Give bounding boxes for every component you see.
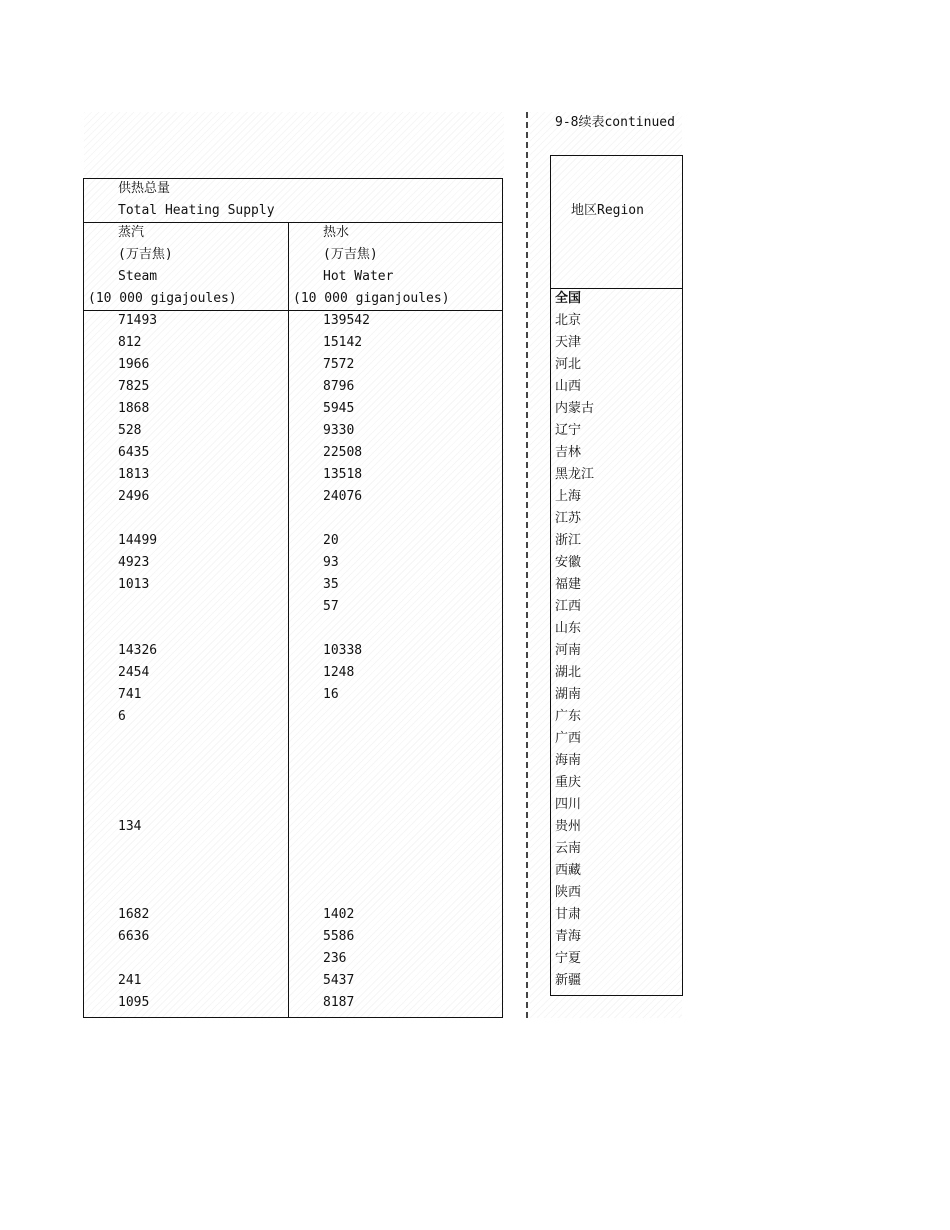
region-name: 湖南 (555, 687, 582, 702)
hot-water-value: 236 (323, 951, 347, 966)
hot-water-value: 15142 (323, 335, 363, 350)
header-divider-1 (83, 222, 503, 223)
hot-water-value: 16 (323, 687, 339, 702)
steam-value: 812 (118, 335, 142, 350)
steam-value: 6435 (118, 445, 150, 460)
region-name: 上海 (555, 489, 582, 504)
hot-water-value: 57 (323, 599, 339, 614)
header-steam-cn: 蒸汽 (118, 225, 145, 240)
region-name: 新疆 (555, 973, 582, 988)
column-divider (288, 222, 289, 1018)
region-name: 重庆 (555, 775, 582, 790)
header-steam-unit-en: (10 000 gigajoules) (88, 291, 237, 306)
region-name: 山东 (555, 621, 582, 636)
region-name: 云南 (555, 841, 582, 856)
header-total-supply-en: Total Heating Supply (118, 203, 275, 218)
continued-label: 9-8续表continued (555, 115, 675, 130)
region-name: 福建 (555, 577, 582, 592)
steam-value: 1868 (118, 401, 150, 416)
region-name: 北京 (555, 313, 582, 328)
region-name: 江苏 (555, 511, 582, 526)
header-water-cn: 热水 (323, 225, 350, 240)
hot-water-value: 93 (323, 555, 339, 570)
steam-value: 6636 (118, 929, 150, 944)
steam-value: 1966 (118, 357, 150, 372)
region-name: 浙江 (555, 533, 582, 548)
region-name: 广西 (555, 731, 582, 746)
region-name: 河北 (555, 357, 582, 372)
region-name: 湖北 (555, 665, 582, 680)
region-name: 全国 (555, 291, 582, 306)
hot-water-value: 5437 (323, 973, 355, 988)
steam-value: 241 (118, 973, 142, 988)
steam-value: 6 (118, 709, 126, 724)
steam-value: 134 (118, 819, 142, 834)
region-name: 陕西 (555, 885, 582, 900)
region-name: 山西 (555, 379, 582, 394)
hot-water-value: 35 (323, 577, 339, 592)
steam-value: 1813 (118, 467, 150, 482)
page-divider (526, 112, 528, 1018)
hot-water-value: 5945 (323, 401, 355, 416)
steam-value: 741 (118, 687, 142, 702)
header-steam-unit-cn: (万吉焦) (118, 247, 173, 262)
region-name: 辽宁 (555, 423, 582, 438)
steam-value: 2454 (118, 665, 150, 680)
hot-water-value: 10338 (323, 643, 363, 658)
hot-water-value: 13518 (323, 467, 363, 482)
steam-value: 1682 (118, 907, 150, 922)
hot-water-value: 5586 (323, 929, 355, 944)
hot-water-value: 22508 (323, 445, 363, 460)
header-water-unit-cn: (万吉焦) (323, 247, 378, 262)
hot-water-value: 20 (323, 533, 339, 548)
header-water-unit-en: (10 000 giganjoules) (293, 291, 450, 306)
steam-value: 14499 (118, 533, 158, 548)
steam-value: 2496 (118, 489, 150, 504)
hot-water-value: 139542 (323, 313, 370, 328)
steam-value: 1013 (118, 577, 150, 592)
region-name: 贵州 (555, 819, 582, 834)
hot-water-value: 7572 (323, 357, 355, 372)
header-water-en: Hot Water (323, 269, 394, 284)
region-name: 广东 (555, 709, 582, 724)
region-name: 四川 (555, 797, 582, 812)
region-name: 河南 (555, 643, 582, 658)
steam-value: 71493 (118, 313, 158, 328)
region-name: 吉林 (555, 445, 582, 460)
region-name: 内蒙古 (555, 401, 595, 416)
region-name: 海南 (555, 753, 582, 768)
hot-water-value: 1248 (323, 665, 355, 680)
hot-water-value: 8796 (323, 379, 355, 394)
region-name: 青海 (555, 929, 582, 944)
hot-water-value: 1402 (323, 907, 355, 922)
hot-water-value: 9330 (323, 423, 355, 438)
steam-value: 4923 (118, 555, 150, 570)
region-name: 黑龙江 (555, 467, 595, 482)
region-name: 安徽 (555, 555, 582, 570)
steam-value: 528 (118, 423, 142, 438)
steam-value: 1095 (118, 995, 150, 1010)
region-name: 甘肃 (555, 907, 582, 922)
region-name: 宁夏 (555, 951, 582, 966)
hot-water-value: 24076 (323, 489, 363, 504)
region-name: 西藏 (555, 863, 582, 878)
header-region: 地区Region (571, 203, 644, 218)
steam-value: 14326 (118, 643, 158, 658)
region-name: 天津 (555, 335, 582, 350)
steam-value: 7825 (118, 379, 150, 394)
hot-water-value: 8187 (323, 995, 355, 1010)
region-name: 江西 (555, 599, 582, 614)
header-steam-en: Steam (118, 269, 158, 284)
header-total-supply-cn: 供热总量 (118, 181, 171, 196)
